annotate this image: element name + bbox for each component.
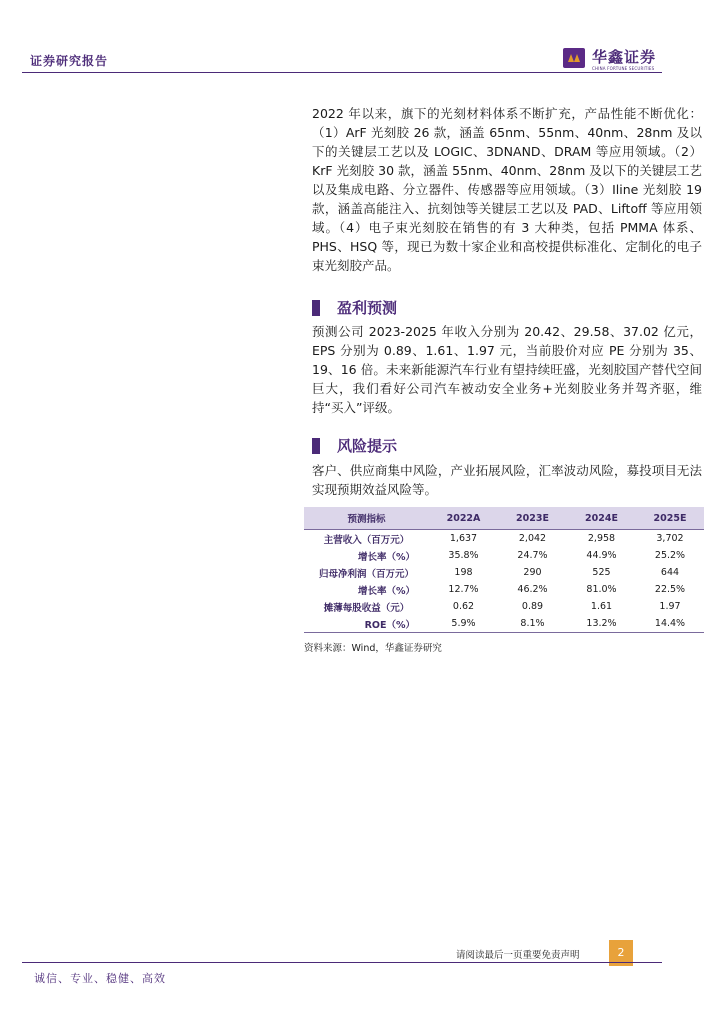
row-label: 摊薄每股收益（元） [323,602,410,614]
row-label: 主营收入（百万元） [323,534,410,546]
intro-paragraph: 2022 年以来，旗下的光刻材料体系不断扩充，产品性能不断优化：（1）ArF 光刻胶 26 款，涵盖 65nm、55nm、40nm、28nm 及以下的关键层工艺以及 LOGIC、3DNAND、DRAM 等应用领域。（2）KrF 光刻胶 30 款，涵盖 55nm、40nm、28nm 及以下的关键层工艺以及集成电路、分立器件、传感器等应用领域。（3）Iline 光刻胶 19 款，涵盖高能注入、抗刻蚀等关键层工艺以及 PAD、Liftoff 等应用领域。（4）电子束光刻胶在销售的有 3 大种类，包括 PMMA 体系、PHS、HSQ 等，现已为数十家企业和高校提供标准化、定制化的电子束光刻胶产品。 [312,106,702,273]
page-number: 2 [609,940,633,966]
footer-motto: 诚信、专业、稳健、高效 [34,972,166,985]
table-cell: 24.7% [517,550,548,561]
table-cell: 22.5% [654,584,686,595]
header-divider [22,72,662,73]
profit-forecast-title: 盈利预测 [337,299,398,317]
logo-name: 华鑫证券 [592,48,657,66]
table-cell: 3,702 [656,533,684,544]
footer-divider [22,962,662,963]
disclaimer-notice: 请阅读最后一页重要免责声明 [456,950,580,961]
table-cell: 8.1% [498,615,567,633]
table-header-cell: 2022A [429,507,498,530]
logo-mark-icon [563,48,585,68]
table-source-note: 资料来源：Wind，华鑫证券研究 [304,643,442,654]
table-cell: 35.8% [448,550,479,561]
table-cell: 1,637 [449,533,478,544]
section-marker-icon [312,438,320,454]
risk-paragraph: 客户、供应商集中风险，产业拓展风险，汇率波动风险，募投项目无法实现预期效益风险等。 [312,463,702,497]
table-cell: 644 [660,567,680,578]
table-cell: 198 [454,567,473,578]
row-label: ROE（%） [304,615,429,633]
table-header-cell: 2024E [567,507,636,530]
table-header-cell: 预测指标 [304,507,429,530]
row-label: 归母净利润（百万元） [318,568,414,580]
table-cell: 25.2% [654,550,686,561]
table-row [304,598,704,615]
table-cell: 0.62 [452,601,475,612]
risk-title: 风险提示 [337,437,398,455]
table-cell: 44.9% [586,550,617,561]
logo-subtitle: CHINA FORTUNE SECURITIES [592,66,655,71]
table-cell: 0.89 [521,601,544,612]
table-row [304,564,704,581]
table-cell: 5.9% [429,615,498,633]
row-label: 增长率（%） [357,585,415,597]
table-row [304,530,704,548]
table-row [304,581,704,598]
table-cell: 2,958 [587,533,616,544]
section-marker-icon [312,300,320,316]
table-cell: 12.7% [448,584,479,595]
table-cell: 1.97 [659,601,681,612]
table-row [304,615,704,633]
forecast-table [304,507,704,633]
table-cell: 13.2% [567,615,636,633]
table-cell: 14.4% [636,615,704,633]
table-cell: 46.2% [517,584,548,595]
table-header-cell: 2023E [498,507,567,530]
report-type-label: 证券研究报告 [30,54,109,68]
row-label: 增长率（%） [357,551,415,563]
table-cell: 290 [523,567,542,578]
table-cell: 1.61 [590,601,613,612]
table-header-row [304,507,704,530]
table-row [304,547,704,564]
table-header-cell: 2025E [636,507,704,530]
table-cell: 525 [592,567,611,578]
profit-forecast-paragraph: 预测公司 2023-2025 年收入分别为 20.42、29.58、37.02 亿元，EPS 分别为 0.89、1.61、1.97 元，当前股价对应 PE 分别为 35、19、16 倍。未来新能源汽车行业有望持续旺盛，光刻胶国产替代空间巨大，我们看好公司汽车被动安全业务+光刻胶业务并驾齐驱，维持“买入”评级。 [312,324,702,415]
table-cell: 2,042 [518,533,547,544]
table-cell: 81.0% [586,584,617,595]
